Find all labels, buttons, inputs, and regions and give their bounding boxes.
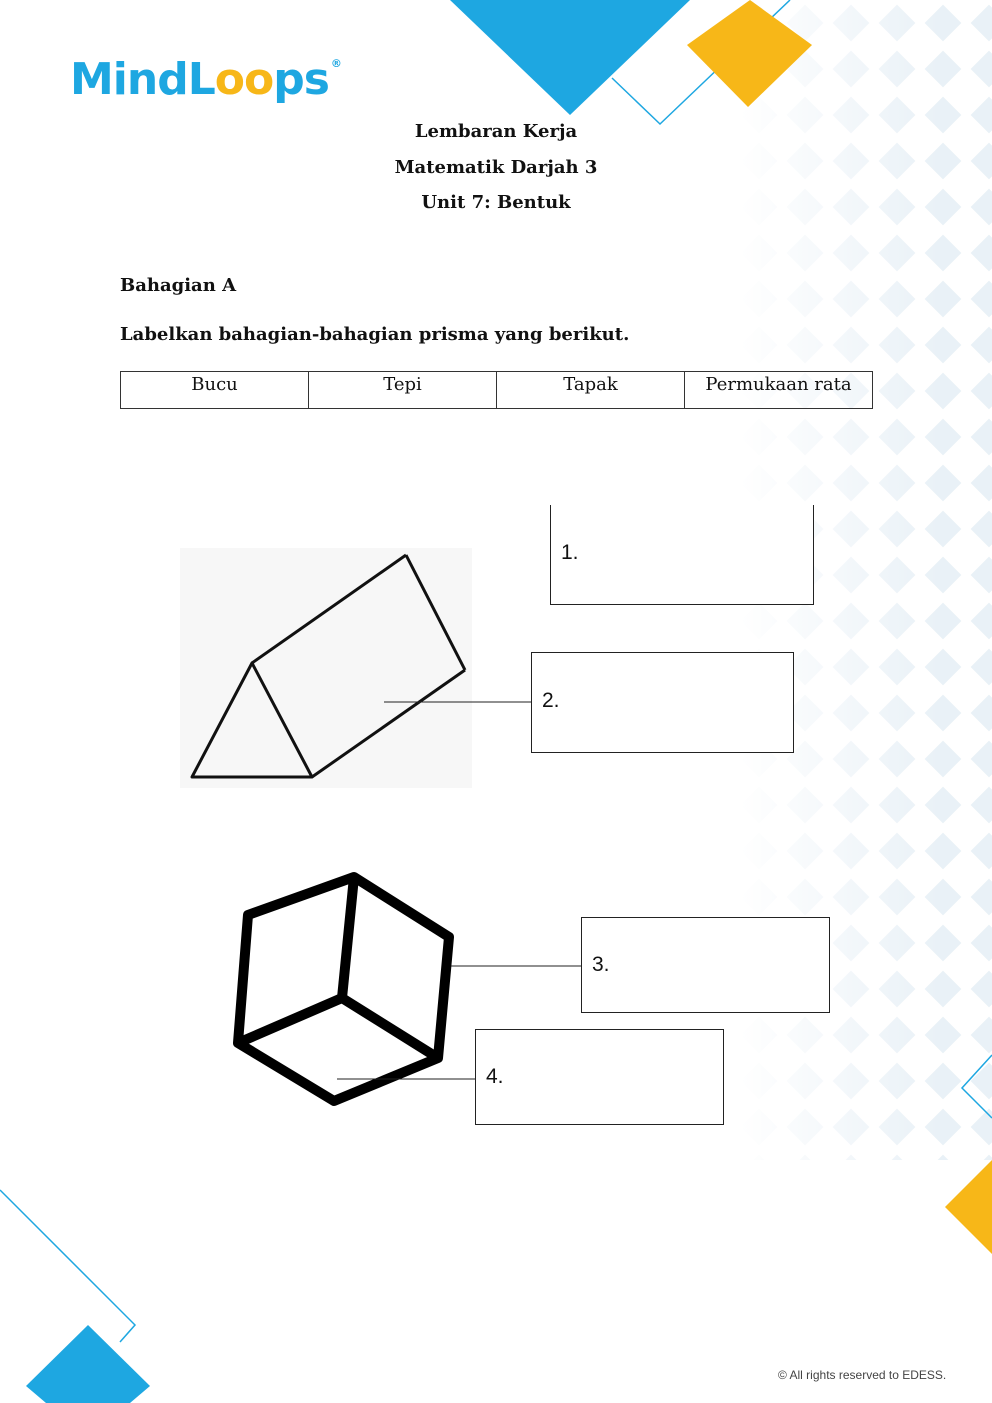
answer-box-3[interactable]: [581, 917, 830, 1013]
unit-title: Unit 7: Bentuk: [421, 192, 571, 213]
instruction-text: Labelkan bahagian-bahagian prisma yang berikut.: [120, 324, 630, 345]
answer-box-number: 2.: [542, 689, 560, 712]
cube-inner-edge-right: [342, 998, 438, 1058]
copyright-footer: © All rights reserved to EDESS.: [778, 1368, 947, 1382]
subject-title: Matematik Darjah 3: [394, 157, 598, 178]
answer-box-2[interactable]: [531, 652, 794, 753]
word-bank-cell: Permukaan rata: [685, 372, 873, 409]
answer-box-number: 4.: [486, 1065, 504, 1088]
word-bank-cell: Tepi: [309, 372, 497, 409]
section-title: Bahagian A: [120, 275, 237, 296]
mindloops-logo: MindLoops ®: [70, 54, 341, 105]
word-bank-cell: Bucu: [121, 372, 309, 409]
word-bank-cell: Tapak: [497, 372, 685, 409]
cube-inner-edge-vertical: [342, 877, 354, 998]
answer-box-number: 1.: [561, 541, 579, 564]
answer-box-1[interactable]: [550, 505, 814, 605]
worksheet-title: Lembaran Kerja: [414, 121, 578, 142]
answer-box-number: 3.: [592, 953, 610, 976]
prism-image-background: [180, 548, 472, 788]
answer-box-4[interactable]: [475, 1029, 724, 1125]
cube: [238, 877, 449, 1101]
cube-inner-edge-left: [238, 998, 342, 1043]
